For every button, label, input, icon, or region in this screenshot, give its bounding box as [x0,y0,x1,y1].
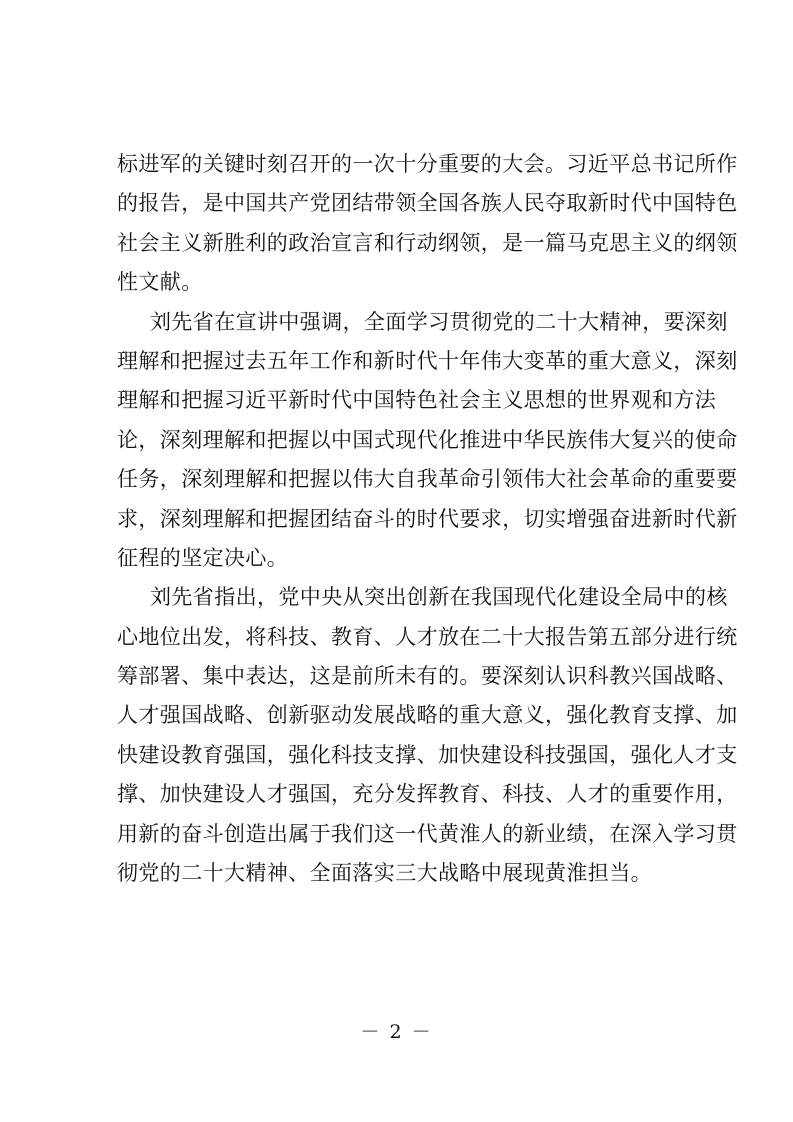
text-line: 彻党的二十大精神、全面落实三大战略中展现黄淮担当。 [117,861,652,886]
text-line: 征程的坚定决心。 [117,545,289,570]
text-line: 心地位出发，将科技、教育、人才放在二十大报告第五部分进行统 [117,624,738,649]
text-line: 刘先省在宣讲中强调，全面学习贯彻党的二十大精神，要深刻 [150,309,728,334]
text-line: 刘先省指出，党中央从突出创新在我国现代化建设全局中的核 [150,585,728,610]
document-body [117,145,738,893]
text-line: 任务，深刻理解和把握以伟大自我革命引领伟大社会革命的重要要 [117,467,738,492]
text-line: 求，深刻理解和把握团结奋斗的时代要求，切实增强奋进新时代新 [117,506,738,531]
text-line: 性文献。 [117,270,203,295]
paragraph-continuation [117,145,738,303]
page-number: － 2 － [360,1021,433,1043]
text-line: 筹部署、集中表达，这是前所未有的。要深刻认识科教兴国战略、 [117,664,738,689]
text-line: 理解和把握过去五年工作和新时代十年伟大变革的重大意义，深刻 [117,348,738,373]
text-line: 撑、加快建设人才强国，充分发挥教育、科技、人才的重要作用， [117,782,738,807]
text-line: 人才强国战略、创新驱动发展战略的重大意义，强化教育支撑、加 [117,703,738,728]
text-line: 理解和把握习近平新时代中国特色社会主义思想的世界观和方法 [117,388,717,413]
text-line: 论，深刻理解和把握以中国式现代化推进中华民族伟大复兴的使命 [117,427,738,452]
paragraph-emphasis [117,303,738,579]
text-line: 的报告，是中国共产党团结带领全国各族人民夺取新时代中国特色 [117,191,738,216]
text-line: 标进军的关键时刻召开的一次十分重要的大会。习近平总书记所作 [117,152,738,176]
paragraph-strategy [117,578,738,893]
text-line: 用新的奋斗创造出属于我们这一代黄淮人的新业绩，在深入学习贯 [117,821,738,846]
text-line: 社会主义新胜利的政治宣言和行动纲领，是一篇马克思主义的纲领 [117,230,738,255]
text-line: 快建设教育强国，强化科技支撑、加快建设科技强国，强化人才支 [117,742,738,767]
